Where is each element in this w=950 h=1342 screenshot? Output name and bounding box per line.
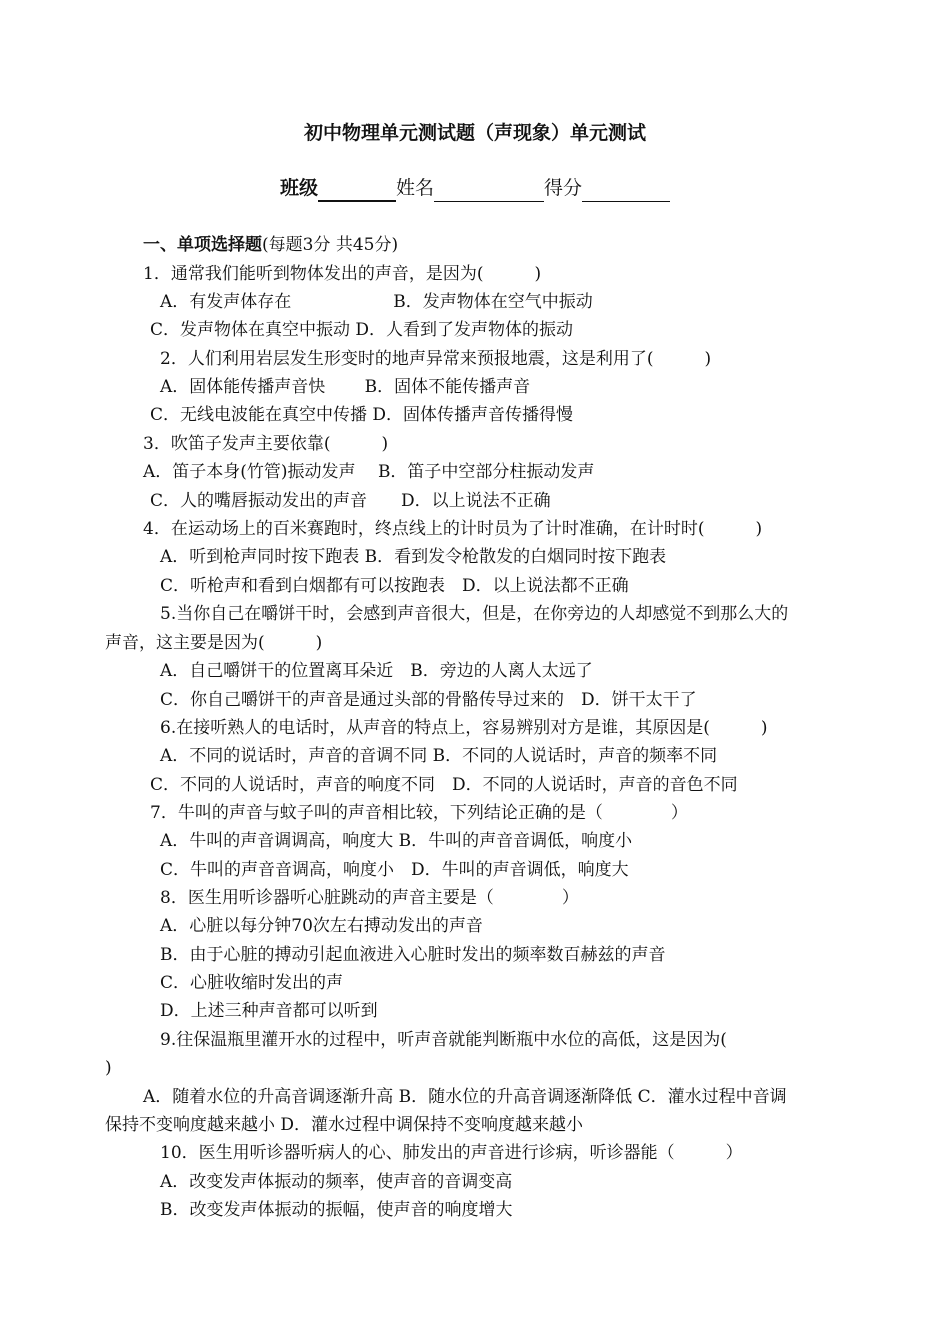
question-line: C．人的嘴唇振动发出的声音 D．以上说法不正确 [150,491,551,511]
question-line: C．听枪声和看到白烟都有可以按跑表 D．以上说法都不正确 [160,576,629,596]
question-line: 保持不变响度越来越小 D．灌水过程中调保持不变响度越来越小 [105,1115,584,1135]
name-blank [434,179,544,202]
question-line: D．上述三种声音都可以听到 [160,1001,378,1021]
name-label: 姓名 [395,177,434,199]
question-line: A．不同的说话时，声音的音调不同 B．不同的人说话时，声音的频率不同 [160,746,718,766]
score-label: 得分 [544,177,583,199]
question-line: A．改变发声体振动的频率，使声音的音调变高 [160,1172,513,1192]
question-line: 8．医生用听诊器听心脏跳动的声音主要是（ ） [160,888,579,908]
question-line: A．听到枪声同时按下跑表 B．看到发令枪散发的白烟同时按下跑表 [160,547,667,567]
question-line: A．随着水位的升高音调逐渐升高 B．随水位的升高音调逐渐降低 C．灌水过程中音调 [143,1087,787,1107]
question-line: C．牛叫的声音音调高，响度小 D．牛叫的声音调低，响度大 [160,860,629,880]
student-info-row [0,174,950,202]
question-line: 7．牛叫的声音与蚊子叫的声音相比较，下列结论正确的是（ ） [150,803,688,823]
question-line: A．固体能传播声音快 B．固体不能传播声音 [160,377,531,397]
question-line: A．心脏以每分钟70次左右搏动发出的声音 [160,916,483,936]
question-line: ) [105,1058,112,1078]
question-line: B．由于心脏的搏动引起血液进入心脏时发出的频率数百赫兹的声音 [160,945,666,965]
question-line: A．牛叫的声音调调高，响度大 B．牛叫的声音音调低，响度小 [160,831,633,851]
question-line: 声音，这主要是因为( ) [105,633,323,653]
question-line: 2．人们利用岩层发生形变时的地声异常来预报地震，这是利用了( ) [160,349,712,369]
section-heading [143,233,398,257]
class-blank [318,178,396,202]
question-line: B．改变发声体振动的振幅，使声音的响度增大 [160,1200,513,1220]
question-line: C．不同的人说话时，声音的响度不同 D．不同的人说话时，声音的音色不同 [150,775,738,795]
question-line: A．笛子本身(竹管)振动发声 B．笛子中空部分柱振动发声 [143,462,595,482]
question-line: 10．医生用听诊器听病人的心、肺发出的声音进行诊病，听诊器能（ ） [160,1143,743,1163]
question-line: C．无线电波能在真空中传播 D．固体传播声音传播得慢 [150,405,574,425]
question-line: 6.在接听熟人的电话时，从声音的特点上，容易辨别对方是谁，其原因是( ) [160,718,768,738]
section-note: (每题3分 共45分) [262,235,399,255]
question-line: 4．在运动场上的百米赛跑时，终点线上的计时员为了计时准确，在计时时( ) [143,519,763,539]
question-line: C．发声物体在真空中振动 D．人看到了发声物体的振动 [150,320,574,340]
question-line: C．你自己嚼饼干的声音是通过头部的骨骼传导过来的 D．饼干太干了 [160,690,697,710]
score-blank [582,179,670,202]
question-line: 9.往保温瓶里灌开水的过程中，听声音就能判断瓶中水位的高低，这是因为( [160,1030,727,1050]
question-line: A．自己嚼饼干的位置离耳朵近 B．旁边的人离人太远了 [160,661,593,681]
page-title: 初中物理单元测试题（声现象）单元测试 [303,122,646,144]
question-line: 5.当你自己在嚼饼干时，会感到声音很大，但是，在你旁边的人却感觉不到那么大的 [160,604,789,624]
question-line: A．有发声体存在 B．发声物体在空气中振动 [160,292,593,312]
question-line: C．心脏收缩时发出的声 [160,973,344,993]
section-label: 一、单项选择题 [143,235,262,255]
class-label: 班级 [279,177,318,199]
question-line: 3．吹笛子发声主要依靠( ) [143,434,389,454]
question-line: 1．通常我们能听到物体发出的声音，是因为( ) [143,264,542,284]
